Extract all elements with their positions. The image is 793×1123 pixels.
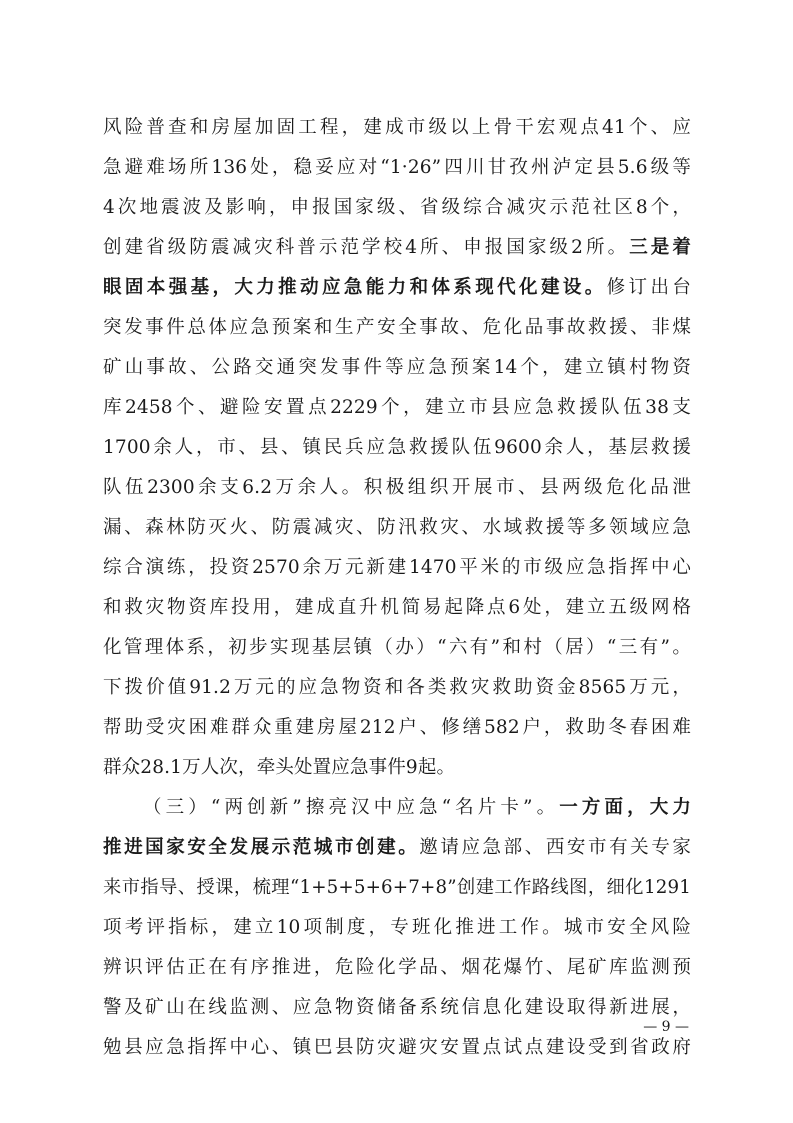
text-line: 化管理体系，初步实现基层镇（办）“六有”和村（居）“三有”。 — [103, 637, 691, 658]
text-line: 警及矿山在线监测、应急物资储备系统信息化建设取得新进展， — [103, 997, 691, 1018]
text-line: 库2458个、避险安置点2229个，建立市县应急救援队伍38支 — [103, 397, 691, 418]
text-line: 和救灾物资库投用，建成直升机简易起降点6处，建立五级网格 — [103, 597, 691, 618]
section-heading: （三）“两创新”擦亮汉中应急“名片卡”。 — [143, 797, 560, 818]
text-line: 推进国家安全发展示范城市创建。邀请应急部、西安市有关专家 — [103, 837, 691, 858]
text-line: 急避难场所136处，稳妥应对“1·26”四川甘孜州泸定县5.6级等 — [103, 157, 691, 178]
text-line: 1700余人，市、县、镇民兵应急救援队伍9600余人，基层救援 — [103, 437, 691, 458]
text-line: 帮助受灾困难群众重建房屋212户、修缮582户，救助冬春困难 — [103, 717, 691, 738]
bold-heading-fragment: 一方面，大力 — [559, 797, 691, 818]
text-line: 项考评指标，建立10项制度，专班化推进工作。城市安全风险 — [103, 917, 691, 938]
text-line: 队伍2300余支6.2万余人。积极组织开展市、县两级危化品泄 — [103, 477, 691, 498]
text-line: 矿山事故、公路交通突发事件等应急预案14个，建立镇村物资 — [103, 357, 691, 378]
text-line: 漏、森林防灭火、防震减灾、防汛救灾、水域救援等多领域应急 — [103, 517, 691, 538]
bold-heading-fragment: 三是着 — [629, 237, 692, 258]
text-line: 下拨价值91.2万元的应急物资和各类救灾救助资金8565万元， — [103, 677, 691, 698]
text-line: 群众28.1万人次，牵头处置应急事件9起。 — [103, 757, 456, 778]
text-line: 来市指导、授课，梳理“1+5+5+6+7+8”创建工作路线图，细化1291 — [103, 877, 691, 898]
section-heading-line — [103, 788, 691, 828]
text-line: 眼固本强基，大力推动应急能力和体系现代化建设。修订出台 — [103, 277, 691, 298]
text-line: 风险普查和房屋加固工程，建成市级以上骨干宏观点41个、应 — [103, 117, 691, 138]
text-line: 辨识评估正在有序推进，危险化学品、烟花爆竹、尾矿库监测预 — [103, 957, 691, 978]
body-text — [103, 108, 691, 1068]
bold-heading-fragment: 推进国家安全发展示范城市创建。 — [103, 837, 420, 858]
text-line: 突发事件总体应急预案和生产安全事故、危化品事故救援、非煤 — [103, 317, 691, 338]
page-number: — 9 — — [643, 1019, 689, 1035]
text-line: 创建省级防震减灾科普示范学校4所、申报国家级2所。三是着 — [103, 237, 692, 258]
text-line: 综合演练，投资2570余万元新建1470平米的市级应急指挥中心 — [103, 557, 691, 578]
text-line: 勉县应急指挥中心、镇巴县防灾避灾安置点试点建设受到省政府 — [103, 1037, 691, 1058]
text-line: 4次地震波及影响，申报国家级、省级综合减灾示范社区8个， — [103, 197, 691, 218]
bold-heading-fragment: 眼固本强基，大力推动应急能力和体系现代化建设。 — [103, 277, 607, 298]
